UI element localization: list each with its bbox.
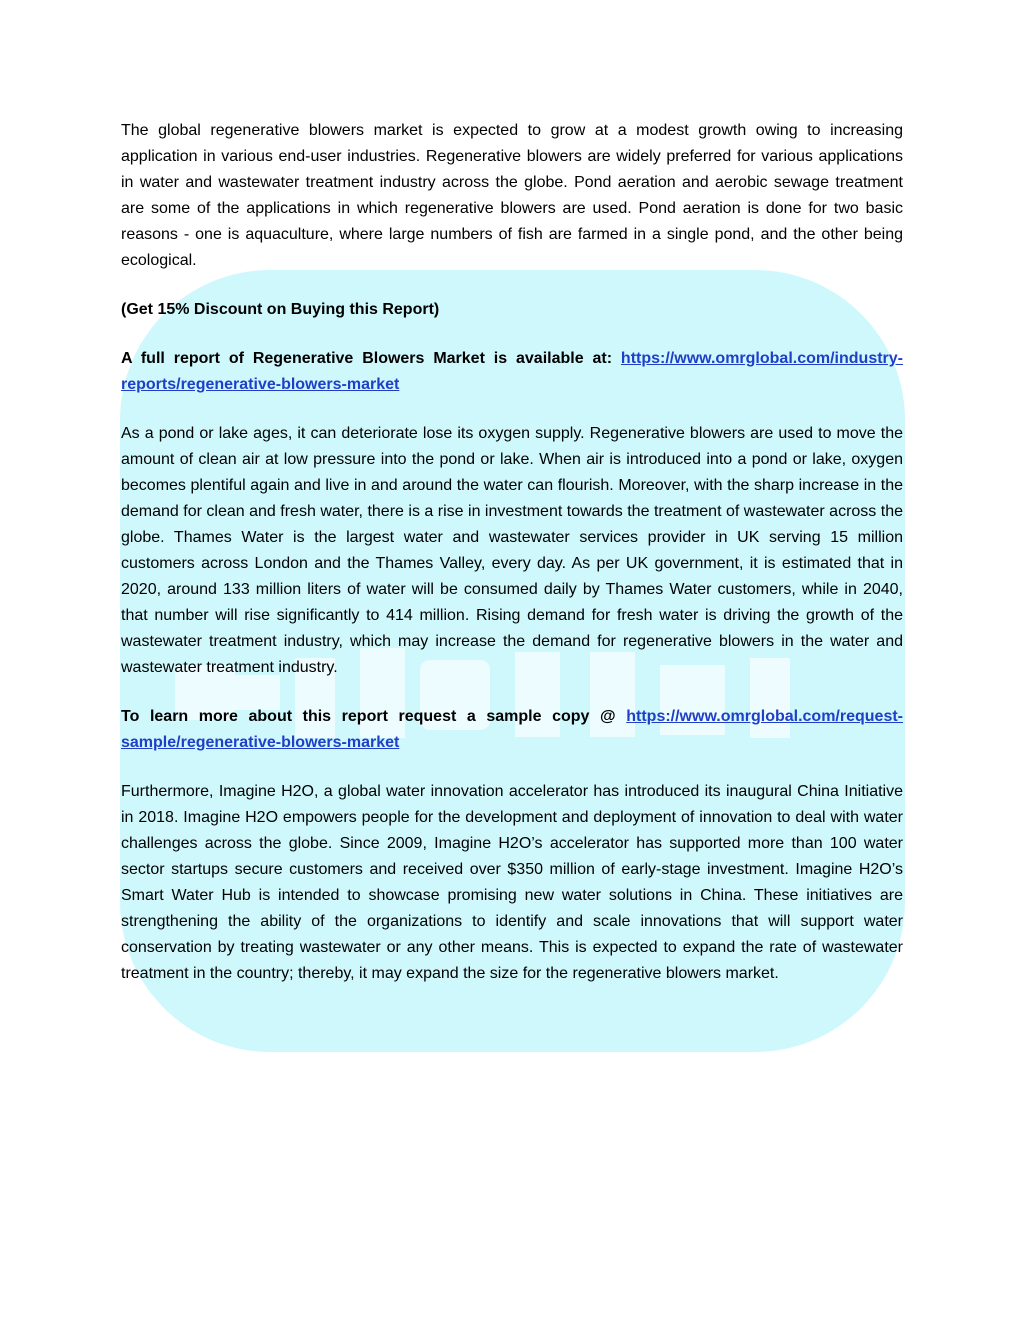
- sample-link[interactable]: https://www.omrglobal.com/request-sample/regenerative-blowers-market: [121, 708, 903, 751]
- full-report-paragraph: [121, 346, 903, 398]
- full-report-text: A full report of Regenerative Blowers Market is available at:: [121, 350, 621, 367]
- full-report-link[interactable]: https://www.omrglobal.com/industry-reports/regenerative-blowers-market: [121, 350, 903, 393]
- sample-text: To learn more about this report request a sample copy @: [121, 708, 627, 725]
- document-body: [121, 118, 903, 1010]
- discount-callout: (Get 15% Discount on Buying this Report): [121, 301, 440, 318]
- pond-paragraph: As a pond or lake ages, it can deteriorate lose its oxygen supply. Regenerative blowers are used to move the amount of clean air at low pressure into the pond or lake. When air is introduced into a pond or lake, oxygen becomes plentiful again and live in and around the water can flourish. Moreover, with the sharp increase in the demand for clean and fresh water, there is a rise in investment towards the treatment of wastewater across the globe. Thames Water is the largest water and wastewater services provider in UK serving 15 million customers across London and the Thames Valley, every day. As per UK government, it is estimated that in 2020, around 133 million liters of water will be consumed daily by Thames Water customers, while in 2040, that number will rise significantly to 414 million. Rising demand for fresh water is driving the growth of the wastewater treatment industry, which may increase the demand for regenerative blowers in the water and wastewater treatment industry.: [121, 425, 903, 676]
- sample-paragraph: [121, 704, 903, 756]
- imagine-paragraph: Furthermore, Imagine H2O, a global water innovation accelerator has introduced its inaugural China Initiative in 2018. Imagine H2O empowers people for the development and deployment of innovation to deal with water challenges across the globe. Since 2009, Imagine H2O’s accelerator has supported more than 100 water sector startups secure customers and received over $350 million of early-stage investment. Imagine H2O’s Smart Water Hub is intended to showcase promising new water solutions in China. These initiatives are strengthening the ability of the organizations to identify and scale innovations that will support water conservation by treating wastewater or any other means. This is expected to expand the rate of wastewater treatment in the country; thereby, it may expand the size for the regenerative blowers market.: [121, 783, 903, 982]
- intro-paragraph: The global regenerative blowers market is expected to grow at a modest growth owing to increasing application in various end-user industries. Regenerative blowers are widely preferred for various applications in water and wastewater treatment industry across the globe. Pond aeration and aerobic sewage treatment are some of the applications in which regenerative blowers are used. Pond aeration is done for two basic reasons - one is aquaculture, where large numbers of fish are farmed in a single pond, and the other being ecological.: [121, 122, 903, 269]
